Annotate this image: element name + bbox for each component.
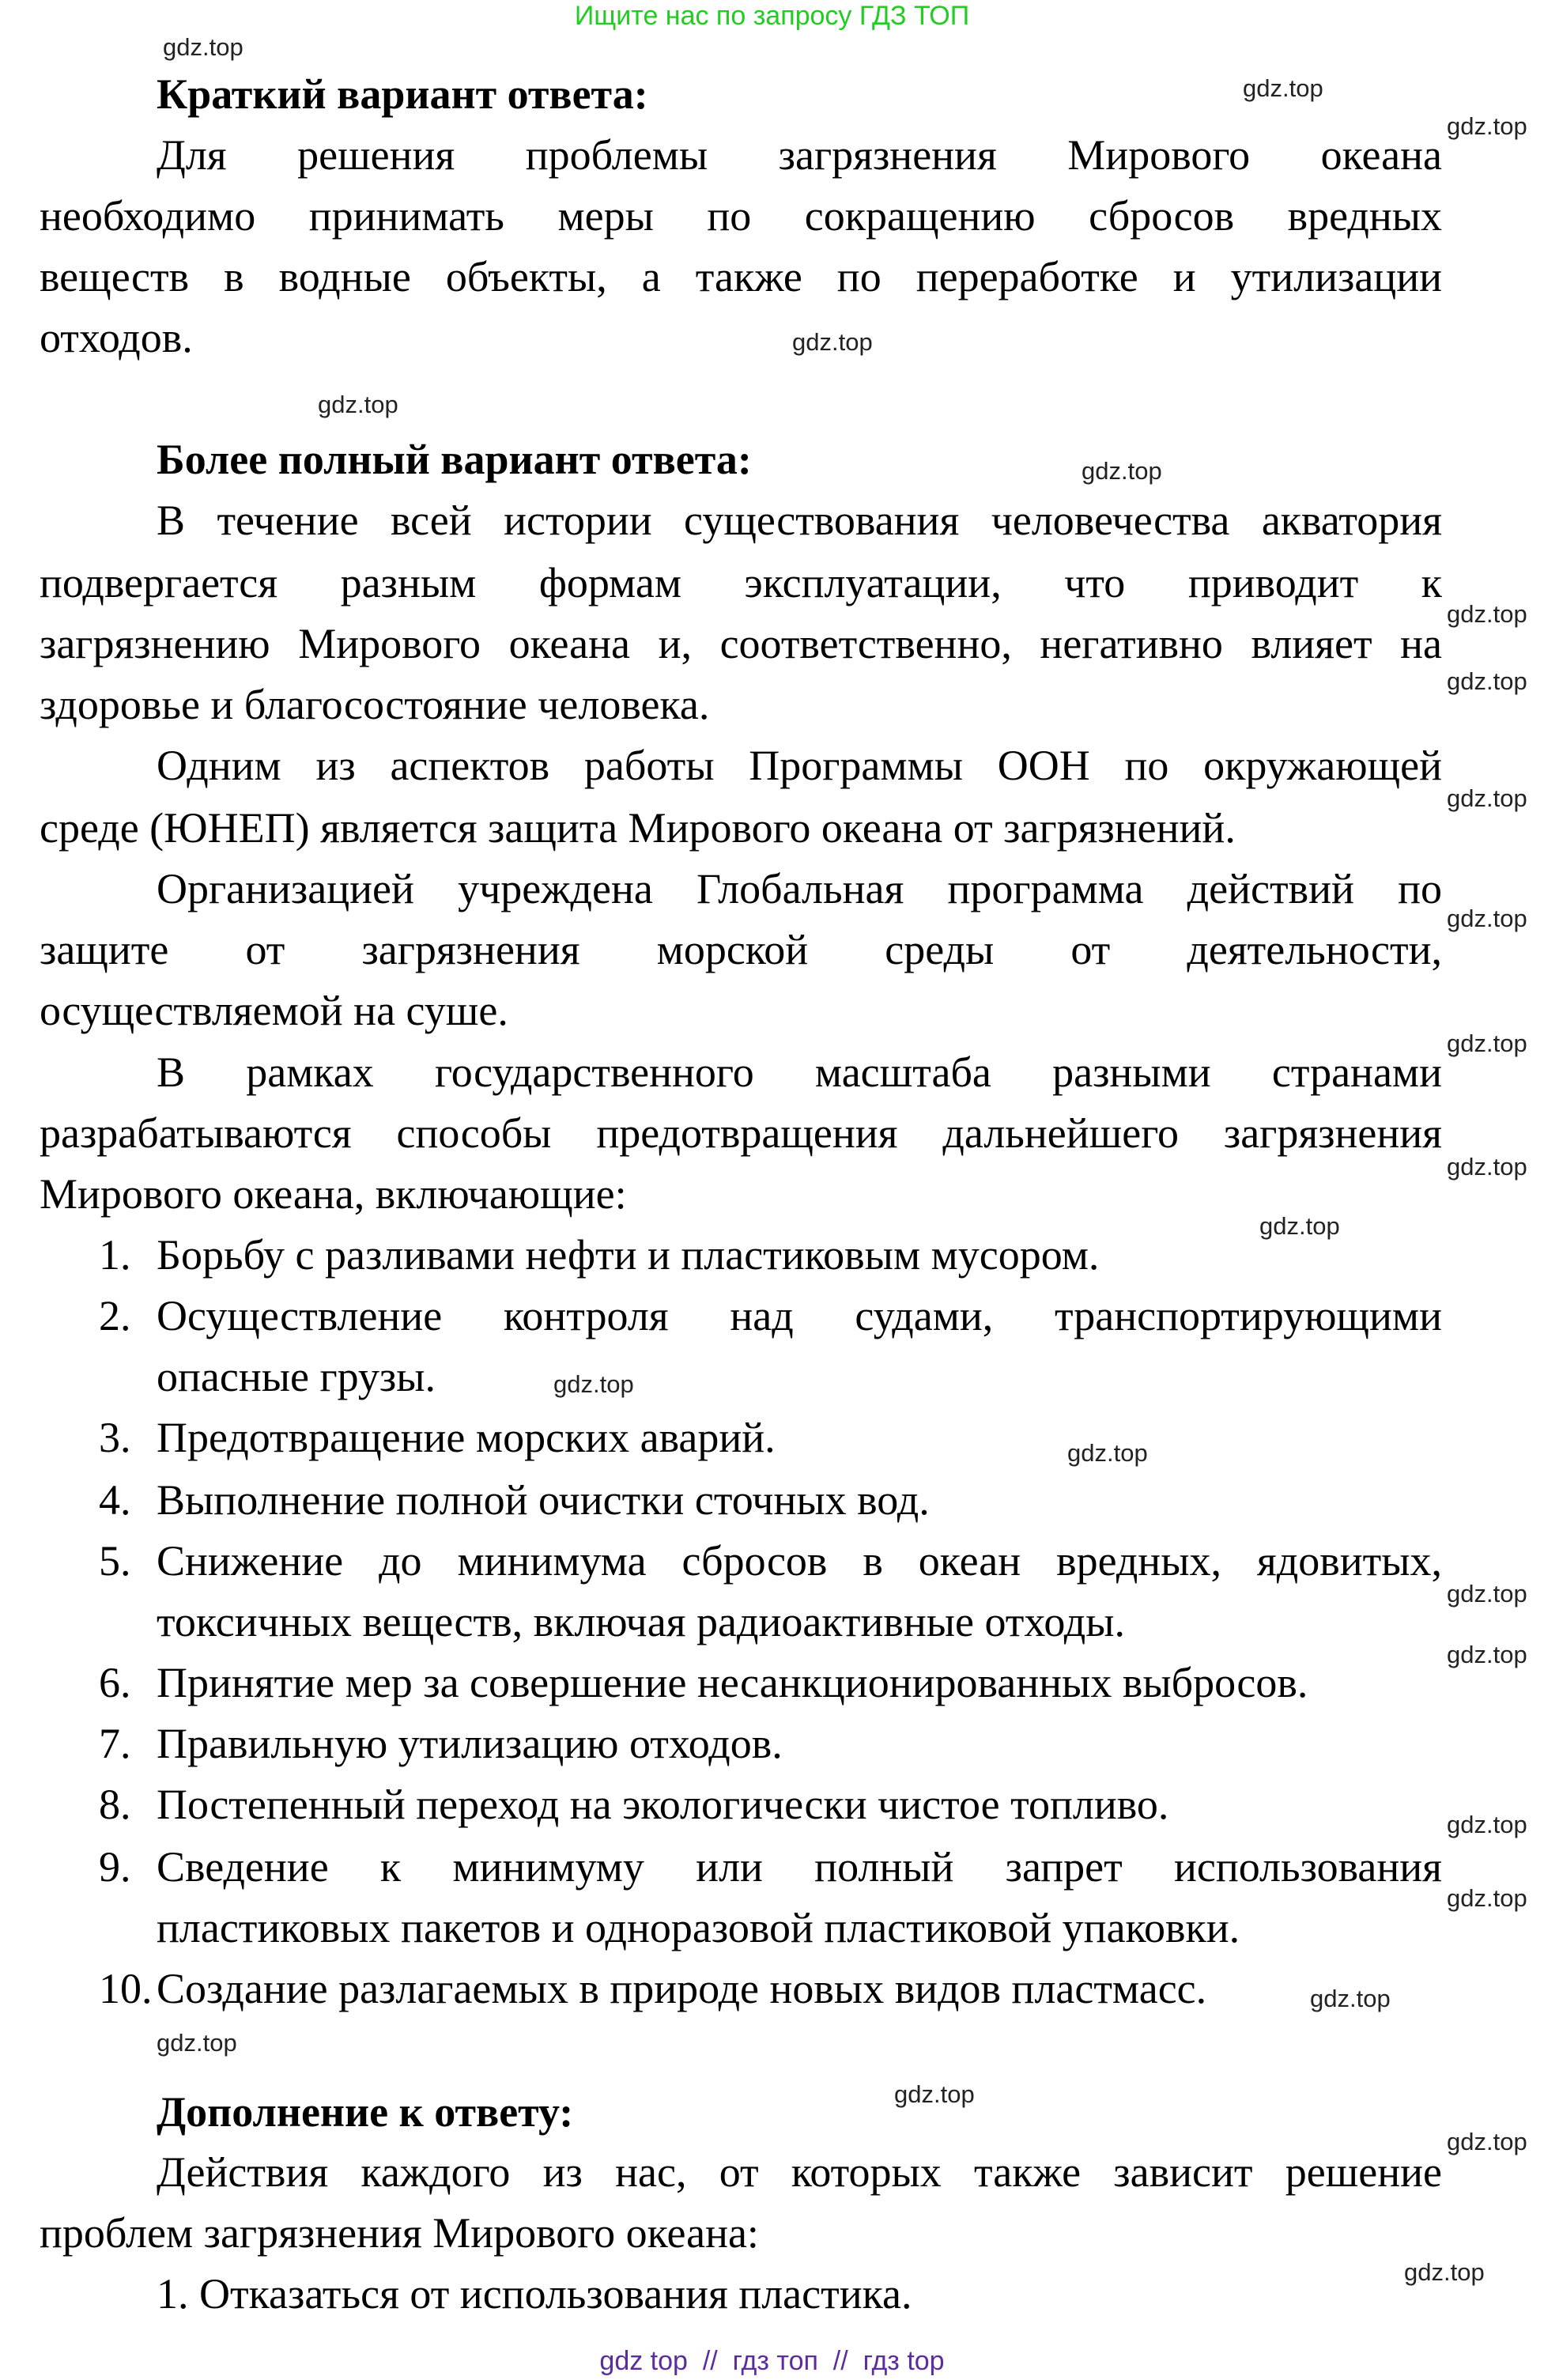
text-line: веществ в водные объекты, а также по переработке и утилизации xyxy=(40,253,1442,300)
list-item: Сведение к минимуму или полный запрет использования xyxy=(157,1843,1442,1891)
short-answer-heading: Краткий вариант ответа: xyxy=(157,70,648,118)
watermark: gdz.top xyxy=(1447,1811,1527,1838)
watermark: gdz.top xyxy=(1447,1884,1527,1912)
watermark: gdz.top xyxy=(894,2080,975,2108)
watermark: gdz.top xyxy=(1447,600,1527,628)
watermark: gdz.top xyxy=(1447,905,1527,932)
watermark: gdz.top xyxy=(1447,1153,1527,1181)
watermark: gdz.top xyxy=(1243,74,1323,102)
list-number: 10. xyxy=(99,1965,153,2012)
text-line: необходимо принимать меры по сокращению сбросов вредных xyxy=(40,192,1442,240)
list-item: опасные грузы. xyxy=(157,1353,436,1400)
list-item: Постепенный переход на экологически чистое топливо. xyxy=(157,1781,1169,1828)
watermark: gdz.top xyxy=(1447,112,1527,140)
text-line: защите от загрязнения морской среды от деятельности, xyxy=(40,926,1442,973)
search-banner[interactable]: Ищите нас по запросу ГДЗ ТОП xyxy=(574,1,970,31)
text-line: Мирового океана, включающие: xyxy=(40,1170,627,1218)
watermark: gdz.top xyxy=(318,391,398,418)
list-item: Создание разлагаемых в природе новых видов пластмасс. xyxy=(157,1965,1207,2012)
text-line: 1. Отказаться от использования пластика. xyxy=(157,2270,912,2318)
list-item: Снижение до минимума сбросов в океан вредных, ядовитых, xyxy=(157,1537,1442,1585)
watermark: gdz.top xyxy=(1082,457,1162,485)
watermark: gdz.top xyxy=(792,328,873,356)
watermark: gdz.top xyxy=(1447,667,1527,695)
text-line: среде (ЮНЕП) является защита Мирового океана от загрязнений. xyxy=(40,804,1236,852)
text-line: разрабатываются способы предотвращения дальнейшего загрязнения xyxy=(40,1109,1442,1157)
text-line: Организацией учреждена Глобальная программа действий по xyxy=(157,865,1442,912)
text-line: Одним из аспектов работы Программы ООН по окружающей xyxy=(157,742,1442,789)
list-number: 7. xyxy=(99,1720,131,1767)
list-number: 9. xyxy=(99,1843,131,1891)
footer-links[interactable]: gdz top // гдз топ // гдз top xyxy=(599,2346,945,2376)
list-number: 1. xyxy=(99,1231,131,1279)
list-item: Предотвращение морских аварий. xyxy=(157,1414,776,1461)
list-item: токсичных веществ, включая радиоактивные отходы. xyxy=(157,1598,1126,1645)
text-line: отходов. xyxy=(40,314,193,361)
list-number: 6. xyxy=(99,1659,131,1706)
watermark: gdz.top xyxy=(1447,784,1527,812)
list-number: 2. xyxy=(99,1292,131,1339)
text-line: здоровье и благосостояние человека. xyxy=(40,681,710,728)
addition-heading: Дополнение к ответу: xyxy=(157,2088,574,2136)
text-line: проблем загрязнения Мирового океана: xyxy=(40,2209,759,2257)
watermark: gdz.top xyxy=(1259,1212,1340,1240)
text-line: В рамках государственного масштаба разными странами xyxy=(157,1048,1442,1096)
text-line: загрязнению Мирового океана и, соответственно, негативно влияет на xyxy=(40,620,1442,667)
text-line: осуществляемой на суше. xyxy=(40,987,508,1034)
text-line: В течение всей истории существования человечества акватория xyxy=(157,497,1442,544)
watermark: gdz.top xyxy=(1067,1439,1148,1467)
list-number: 4. xyxy=(99,1476,131,1524)
watermark: gdz.top xyxy=(1404,2258,1485,2286)
watermark: gdz.top xyxy=(1447,1029,1527,1057)
list-item: Осуществление контроля над судами, транспортирующими xyxy=(157,1292,1442,1339)
watermark: gdz.top xyxy=(1447,2128,1527,2155)
list-item: Принятие мер за совершение несанкционированных выбросов. xyxy=(157,1659,1308,1706)
list-number: 5. xyxy=(99,1537,131,1585)
text-line: Для решения проблемы загрязнения Мирового океана xyxy=(157,131,1442,179)
list-number: 8. xyxy=(99,1781,131,1828)
watermark: gdz.top xyxy=(163,33,243,61)
watermark: gdz.top xyxy=(1310,1985,1391,2012)
watermark: gdz.top xyxy=(553,1370,634,1398)
text-line: подвергается разным формам эксплуатации, что приводит к xyxy=(40,559,1442,606)
full-answer-heading: Более полный вариант ответа: xyxy=(157,436,752,483)
list-item: Борьбу с разливами нефти и пластиковым мусором. xyxy=(157,1231,1100,1279)
watermark: gdz.top xyxy=(1447,1580,1527,1607)
list-item: Выполнение полной очистки сточных вод. xyxy=(157,1476,930,1524)
list-item: пластиковых пакетов и одноразовой пластиковой упаковки. xyxy=(157,1904,1240,1951)
list-number: 3. xyxy=(99,1414,131,1461)
watermark: gdz.top xyxy=(1447,1641,1527,1668)
watermark: gdz.top xyxy=(157,2029,237,2057)
list-item: Правильную утилизацию отходов. xyxy=(157,1720,783,1767)
text-line: Действия каждого из нас, от которых также зависит решение xyxy=(157,2148,1442,2196)
